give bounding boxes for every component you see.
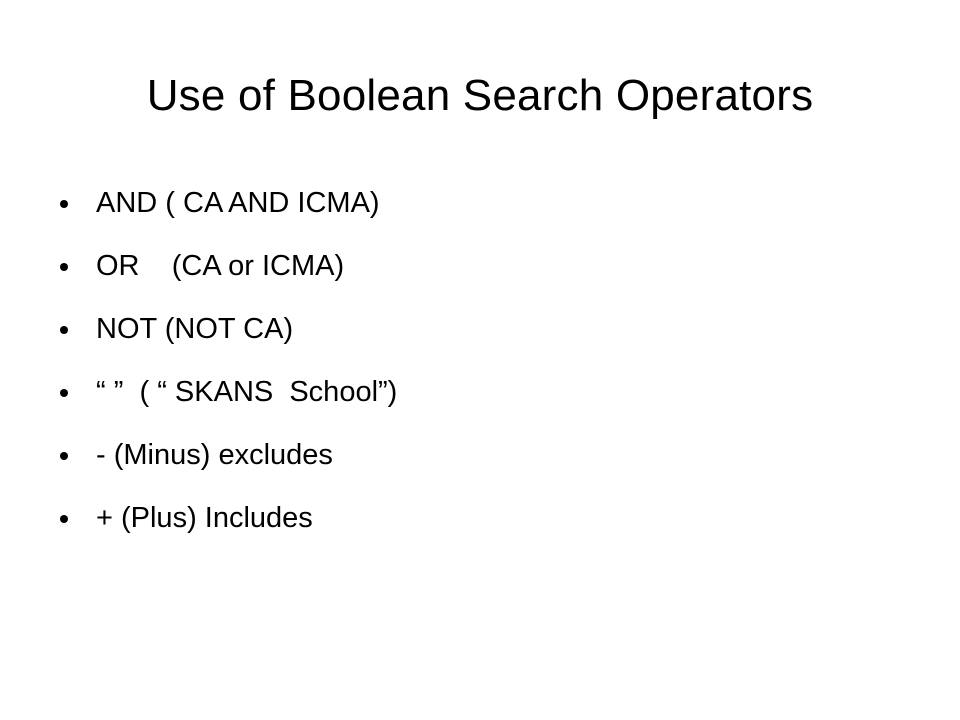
bullet-point-icon [60,389,68,397]
bullet-point-icon [60,326,68,334]
bullet-item-minus [60,424,900,487]
bullet-list [60,172,900,550]
bullet-text: - (Minus) excludes [96,439,333,471]
bullet-text: NOT (NOT CA) [96,313,294,345]
bullet-point-icon [60,263,68,271]
bullet-item-not [60,298,900,361]
bullet-item-quotes [60,361,900,424]
bullet-text: OR (CA or ICMA) [96,250,345,282]
bullet-text: AND ( CA AND ICMA) [96,187,380,219]
slide-title: Use of Boolean Search Operators [146,71,814,120]
bullet-point-icon [60,452,68,460]
bullet-point-icon [60,200,68,208]
bullet-text: + (Plus) Includes [96,502,313,534]
bullet-item-or [60,235,900,298]
bullet-item-plus [60,487,900,550]
bullet-text: “ ” ( “ SKANS School”) [96,376,398,408]
bullet-point-icon [60,515,68,523]
bullet-item-and [60,172,900,235]
